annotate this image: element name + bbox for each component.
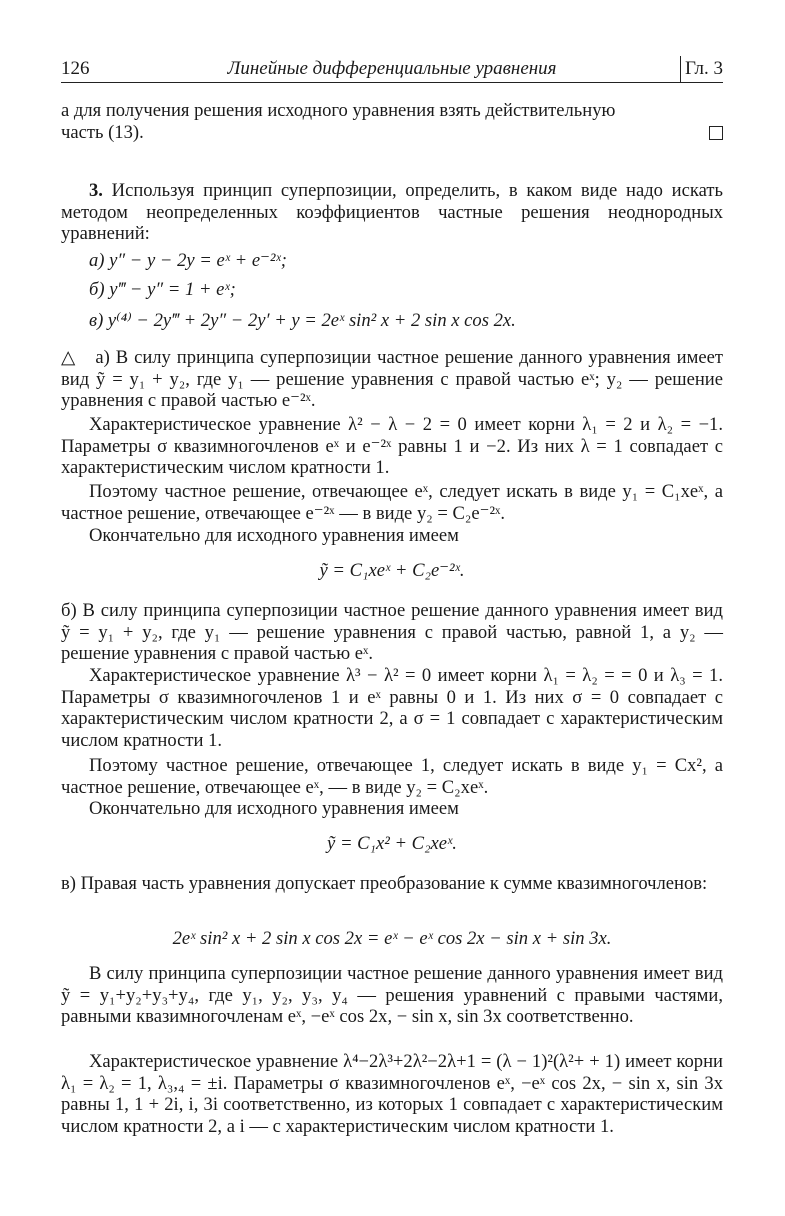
solution-a-paragraph-3: Поэтому частное решение, отвечающее eˣ, следует искать в виде y₁ = C₁xeˣ, а частное решение, отвечающее e⁻²ˣ — в виде y₂ = C₂e⁻²ˣ. [61,481,723,524]
book-page [61,0,723,1216]
solution-a-paragraph-4: Окончательно для исходного уравнения имеем [89,525,459,546]
intro-line-1: а для получения решения исходного уравнения взять действительную [61,100,616,121]
chapter-label: Гл. 3 [684,58,723,79]
solution-b-paragraph-2: Характеристическое уравнение λ³ − λ² = 0 имеет корни λ₁ = λ₂ = = 0 и λ₃ = 1. Параметры σ квазимногочленов 1 и eˣ равны 0 и 1. Из них σ = 0 совпадает с характеристическим числом кратности 2, а σ = 1 совпадает с характеристическим числом кратности 1. [61,665,723,751]
running-title: Линейные дифференциальные уравнения [227,58,557,79]
intro-paragraph [61,100,723,143]
solution-start-icon: △ [61,347,76,368]
solution-b-paragraph-4: Окончательно для исходного уравнения имеем [89,798,459,819]
solution-c-identity: 2eˣ sin² x + 2 sin x cos 2x = eˣ − eˣ cos 2x − sin x + sin 3x. [172,928,612,949]
solution-c-paragraph-3: Характеристическое уравнение λ⁴−2λ³+2λ²−2λ+1 = (λ − 1)²(λ²+ + 1) имеет корни λ₁ = λ₂ = 1, λ₃,₄ = ±i. Параметры σ квазимногочленов eˣ, −eˣ cos 2x, − sin x, sin 3x равны 1, 1 + 2i, i, 3i соответственно, из которых 1 совпадает с характеристическим числом кратности 2, а i — с характеристическим числом кратности 1. [61,1051,723,1137]
equation-c: в) y⁽⁴⁾ − 2y‴ + 2y″ − 2y′ + y = 2eˣ sin² x + 2 sin x cos 2x. [89,310,516,331]
problem-number: 3. [89,180,103,201]
end-of-proof-icon [709,126,723,140]
solution-b-result: ỹ = C₁x² + C₂xeˣ. [327,833,457,854]
problem-statement [61,180,723,245]
solution-b-paragraph-3: Поэтому частное решение, отвечающее 1, следует искать в виде y₁ = Cx², а частное решение, отвечающее eˣ, — в виде y₂ = C₂xeˣ. [61,755,723,798]
page-number: 126 [61,58,90,79]
solution-a-result: ỹ = C₁xeˣ + C₂e⁻²ˣ. [319,560,465,581]
equation-b: б) y‴ − y″ = 1 + eˣ; [89,279,236,300]
solution-a-paragraph-1: △ а) В силу принципа суперпозиции частное решение данного уравнения имеет вид ỹ = y₁ + y₂, где y₁ — решение уравнения с правой частью eˣ; y₂ — решение уравнения с правой частью e⁻²ˣ. [61,347,723,411]
solution-c-paragraph-1: в) Правая часть уравнения допускает преобразование к сумме квазимногочленов: [61,873,708,894]
equation-a: а) y″ − y − 2y = eˣ + e⁻²ˣ; [89,250,287,271]
solution-a-paragraph-2: Характеристическое уравнение λ² − λ − 2 = 0 имеет корни λ₁ = 2 и λ₂ = −1. Параметры σ квазимногочленов eˣ и e⁻²ˣ равны 1 и −2. Из них λ = 1 совпадает с характеристическим числом кратности 1. [61,414,723,478]
solution-c-paragraph-2: В силу принципа суперпозиции частное решение данного уравнения имеет вид ỹ = y₁+y₂+y₃+y₄, где y₁, y₂, y₃, y₄ — решения уравнений с правыми частями, равными квазимногочленам eˣ, −eˣ cos 2x, − sin x, sin 3x соответственно. [61,963,723,1027]
problem-text: Используя принцип суперпозиции, определить, в каком виде надо искать методом неопределенных коэффициентов частные решения неоднородных уравнений: [61,180,723,244]
intro-line-2: часть (13). [61,121,144,143]
solution-b-paragraph-1: б) В силу принципа суперпозиции частное решение данного уравнения имеет вид ỹ = y₁ + y₂, где y₁ — решение уравнения с правой частью, равной 1, а y₂ — решение уравнения с правой частью eˣ. [61,600,723,664]
running-header [61,58,723,83]
